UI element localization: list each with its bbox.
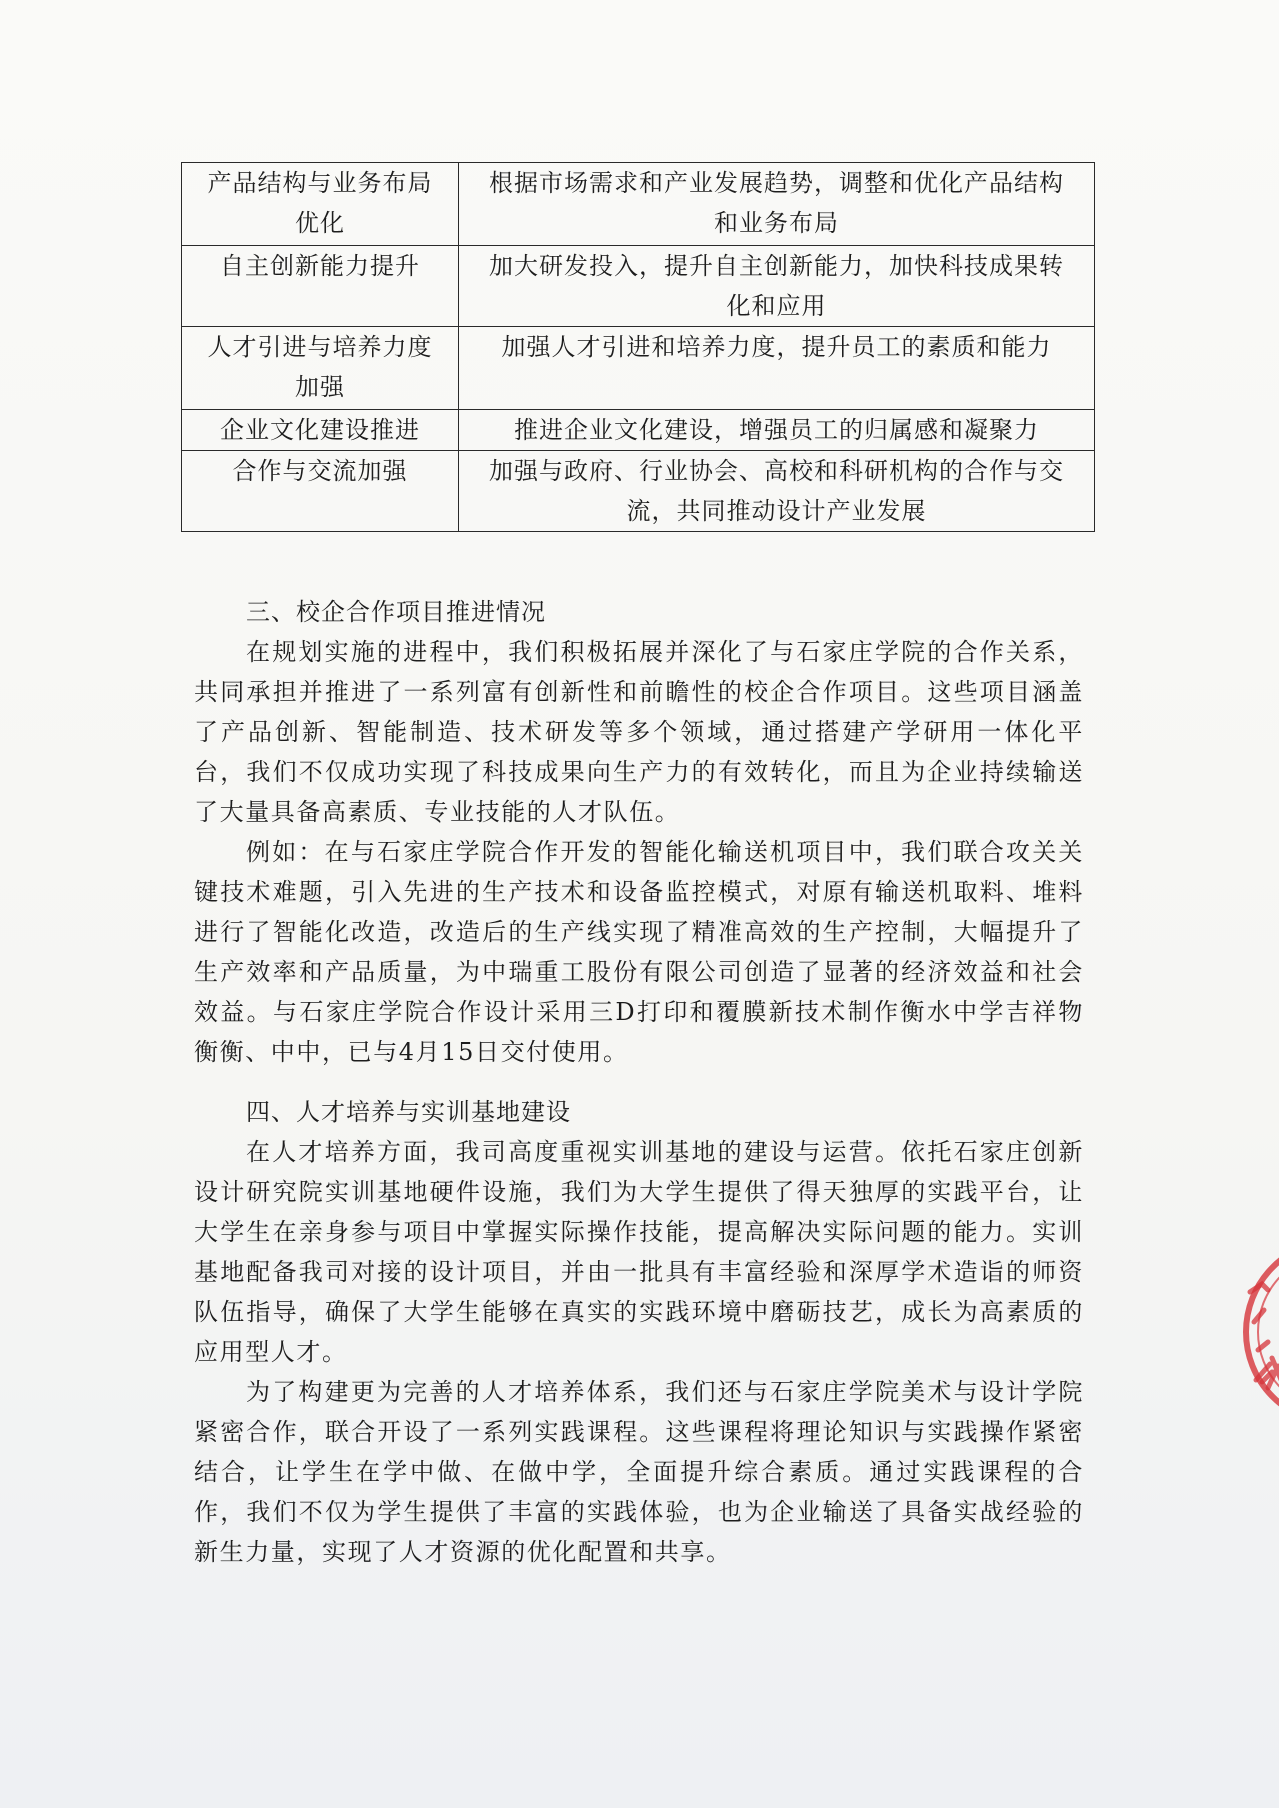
section-school-enterprise-cooperation (194, 592, 1084, 1072)
table-cell-content: 根据市场需求和产业发展趋势，调整和优化产品结构和业务布局 (459, 163, 1095, 246)
table-cell-item: 产品结构与业务布局优化 (182, 163, 459, 246)
plan-table (181, 162, 1095, 532)
table-cell-content: 加强人才引进和培养力度，提升员工的素质和能力 (459, 327, 1095, 410)
table-cell-item: 合作与交流加强 (182, 451, 459, 532)
table-row (182, 163, 1095, 246)
section-heading: 四、人才培养与实训基地建设 (246, 1098, 571, 1126)
table-cell-item: 企业文化建设推进 (182, 410, 459, 451)
paragraph: 例如：在与石家庄学院合作开发的智能化输送机项目中，我们联合攻关关键技术难题，引入先进的生产技术和设备监控模式，对原有输送机取料、堆料进行了智能化改造，改造后的生产线实现了精准高效的生产控制，大幅提升了生产效率和产品质量，为中瑞重工股份有限公司创造了显著的经济效益和社会效益。与石家庄学院合作设计采用三D打印和覆膜新技术制作衡水中学吉祥物衡衡、中中，已与4月15日交付使用。 (194, 838, 1084, 1066)
red-seal-stamp (1238, 1232, 1279, 1432)
paragraph: 在规划实施的进程中，我们积极拓展并深化了与石家庄学院的合作关系，共同承担并推进了一系列富有创新性和前瞻性的校企合作项目。这些项目涵盖了产品创新、智能制造、技术研发等多个领域，通过搭建产学研用一体化平台，我们不仅成功实现了科技成果向生产力的有效转化，而且为企业持续输送了大量具备高素质、专业技能的人才队伍。 (194, 638, 1084, 826)
section-talent-training (194, 1092, 1084, 1572)
table-row (182, 451, 1095, 532)
table-cell-item: 自主创新能力提升 (182, 246, 459, 327)
table-row (182, 327, 1095, 410)
table-row (182, 410, 1095, 451)
table-cell-item: 人才引进与培养力度加强 (182, 327, 459, 410)
table-cell-content: 加强与政府、行业协会、高校和科研机构的合作与交流，共同推动设计产业发展 (459, 451, 1095, 532)
table-cell-content: 加大研发投入，提升自主创新能力，加快科技成果转化和应用 (459, 246, 1095, 327)
table-row (182, 246, 1095, 327)
section-heading: 三、校企合作项目推进情况 (246, 598, 546, 626)
table-cell-content: 推进企业文化建设，增强员工的归属感和凝聚力 (459, 410, 1095, 451)
paragraph: 在人才培养方面，我司高度重视实训基地的建设与运营。依托石家庄创新设计研究院实训基地硬件设施，我们为大学生提供了得天独厚的实践平台，让大学生在亲身参与项目中掌握实际操作技能，提高解决实际问题的能力。实训基地配备我司对接的设计项目，并由一批具有丰富经验和深厚学术造诣的师资队伍指导，确保了大学生能够在真实的实践环境中磨砺技艺，成长为高素质的应用型人才。 (194, 1138, 1084, 1366)
paragraph: 为了构建更为完善的人才培养体系，我们还与石家庄学院美术与设计学院紧密合作，联合开设了一系列实践课程。这些课程将理论知识与实践操作紧密结合，让学生在学中做、在做中学，全面提升综合素质。通过实践课程的合作，我们不仅为学生提供了丰富的实践体验，也为企业输送了具备实战经验的新生力量，实现了人才资源的优化配置和共享。 (194, 1378, 1084, 1566)
